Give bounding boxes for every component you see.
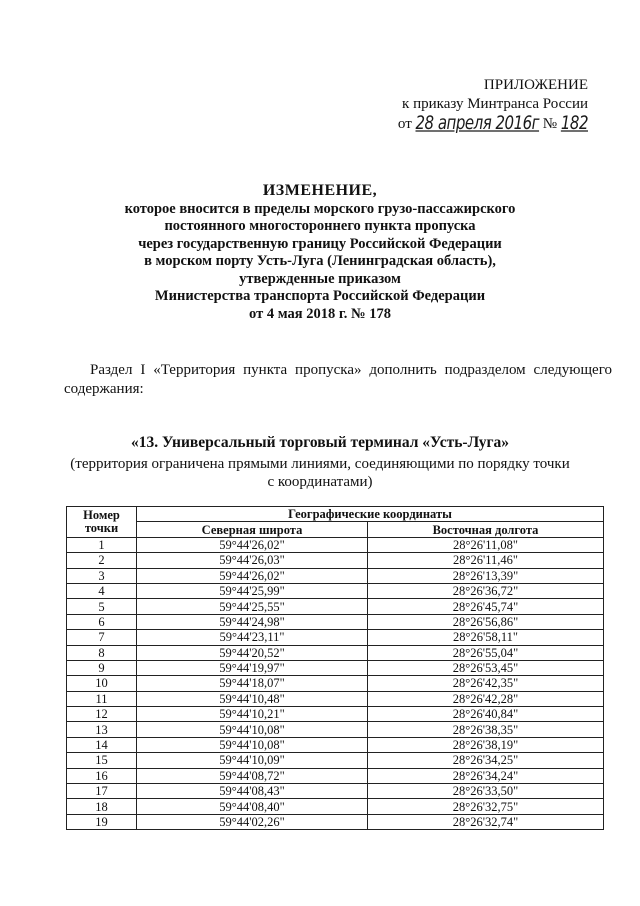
table-row bbox=[67, 784, 604, 799]
coordinates-table bbox=[66, 506, 604, 830]
latitude-cell: 59°44'10,09" bbox=[137, 753, 368, 768]
table-row bbox=[67, 707, 604, 722]
table-row bbox=[67, 814, 604, 829]
point-number-cell: 12 bbox=[67, 707, 137, 722]
point-number-cell: 10 bbox=[67, 676, 137, 691]
latitude-cell: 59°44'24,98" bbox=[137, 614, 368, 629]
table-row bbox=[67, 599, 604, 614]
number-prefix: № bbox=[542, 116, 558, 132]
longitude-cell: 28°26'11,46" bbox=[368, 553, 604, 568]
longitude-cell: 28°26'58,11" bbox=[368, 630, 604, 645]
header-longitude: Восточная долгота bbox=[368, 522, 604, 537]
point-number-cell: 19 bbox=[67, 814, 137, 829]
appendix-header bbox=[398, 76, 588, 134]
header-geo-coordinates: Географические координаты bbox=[137, 507, 604, 522]
table-row bbox=[67, 799, 604, 814]
point-number-cell: 14 bbox=[67, 737, 137, 752]
longitude-cell: 28°26'53,45" bbox=[368, 660, 604, 675]
table-row bbox=[67, 737, 604, 752]
table-row bbox=[67, 630, 604, 645]
longitude-cell: 28°26'56,86" bbox=[368, 614, 604, 629]
table-row bbox=[67, 583, 604, 598]
longitude-cell: 28°26'42,35" bbox=[368, 676, 604, 691]
table-row bbox=[67, 753, 604, 768]
latitude-cell: 59°44'26,03" bbox=[137, 553, 368, 568]
table-row bbox=[67, 614, 604, 629]
point-number-cell: 5 bbox=[67, 599, 137, 614]
subsection-description-1: (территория ограничена прямыми линиями, соединяющими по порядку точки bbox=[70, 456, 570, 472]
point-number-cell: 17 bbox=[67, 784, 137, 799]
latitude-cell: 59°44'25,99" bbox=[137, 583, 368, 598]
title-line: которое вносится в пределы морского грузо-пассажирского bbox=[124, 200, 516, 217]
table-row bbox=[67, 768, 604, 783]
latitude-cell: 59°44'10,48" bbox=[137, 691, 368, 706]
longitude-cell: 28°26'32,74" bbox=[368, 814, 604, 829]
latitude-cell: 59°44'20,52" bbox=[137, 645, 368, 660]
point-number-cell: 9 bbox=[67, 660, 137, 675]
subsection-heading bbox=[0, 434, 640, 491]
latitude-cell: 59°44'19,97" bbox=[137, 660, 368, 675]
header-latitude: Северная широта bbox=[137, 522, 368, 537]
appendix-label: ПРИЛОЖЕНИЕ bbox=[483, 77, 588, 93]
point-number-cell: 8 bbox=[67, 645, 137, 660]
table-row bbox=[67, 553, 604, 568]
point-number-cell: 6 bbox=[67, 614, 137, 629]
point-number-cell: 7 bbox=[67, 630, 137, 645]
point-number-cell: 11 bbox=[67, 691, 137, 706]
point-number-cell: 2 bbox=[67, 553, 137, 568]
order-date-line bbox=[397, 111, 588, 135]
point-number-cell: 4 bbox=[67, 583, 137, 598]
latitude-cell: 59°44'10,08" bbox=[137, 737, 368, 752]
table-row bbox=[67, 691, 604, 706]
table-body bbox=[67, 537, 604, 829]
document-title bbox=[0, 182, 640, 323]
subsection-title: «13. Универсальный торговый терминал «Усть-Луга» bbox=[130, 434, 510, 451]
latitude-cell: 59°44'08,40" bbox=[137, 799, 368, 814]
table-row bbox=[67, 722, 604, 737]
subsection-description-2: с координатами) bbox=[267, 474, 373, 490]
table-row bbox=[67, 568, 604, 583]
latitude-cell: 59°44'10,08" bbox=[137, 722, 368, 737]
point-number-cell: 1 bbox=[67, 537, 137, 552]
table-row bbox=[67, 537, 604, 552]
longitude-cell: 28°26'40,84" bbox=[368, 707, 604, 722]
point-number-cell: 18 bbox=[67, 799, 137, 814]
longitude-cell: 28°26'38,19" bbox=[368, 737, 604, 752]
point-number-cell: 16 bbox=[67, 768, 137, 783]
point-number-cell: 3 bbox=[67, 568, 137, 583]
point-number-cell: 13 bbox=[67, 722, 137, 737]
order-reference: к приказу Минтранса России bbox=[402, 96, 588, 112]
title-main: ИЗМЕНЕНИЕ, bbox=[262, 182, 378, 199]
longitude-cell: 28°26'38,35" bbox=[368, 722, 604, 737]
table-row bbox=[67, 645, 604, 660]
title-line: через государственную границу Российской Федерации bbox=[138, 235, 502, 252]
header-point-number: Номер точки bbox=[67, 507, 137, 538]
latitude-cell: 59°44'23,11" bbox=[137, 630, 368, 645]
latitude-cell: 59°44'18,07" bbox=[137, 676, 368, 691]
latitude-cell: 59°44'08,43" bbox=[137, 784, 368, 799]
point-number-cell: 15 bbox=[67, 753, 137, 768]
body-paragraph: Раздел I «Территория пункта пропуска» дополнить подразделом следующего содержания: bbox=[64, 362, 612, 397]
handwritten-date: 28 апреля 2016г bbox=[415, 111, 540, 135]
table-row bbox=[67, 676, 604, 691]
longitude-cell: 28°26'36,72" bbox=[368, 583, 604, 598]
title-line: Министерства транспорта Российской Федерации bbox=[154, 288, 486, 304]
title-line: в морском порту Усть-Луга (Ленинградская область), bbox=[144, 253, 496, 269]
latitude-cell: 59°44'26,02" bbox=[137, 568, 368, 583]
longitude-cell: 28°26'34,25" bbox=[368, 753, 604, 768]
latitude-cell: 59°44'02,26" bbox=[137, 814, 368, 829]
latitude-cell: 59°44'10,21" bbox=[137, 707, 368, 722]
longitude-cell: 28°26'13,39" bbox=[368, 568, 604, 583]
longitude-cell: 28°26'32,75" bbox=[368, 799, 604, 814]
title-line: утвержденные приказом bbox=[239, 270, 401, 287]
title-line: постоянного многостороннего пункта пропуска bbox=[164, 218, 476, 234]
latitude-cell: 59°44'26,02" bbox=[137, 537, 368, 552]
longitude-cell: 28°26'34,24" bbox=[368, 768, 604, 783]
latitude-cell: 59°44'08,72" bbox=[137, 768, 368, 783]
longitude-cell: 28°26'42,28" bbox=[368, 691, 604, 706]
handwritten-number: 182 bbox=[560, 111, 588, 135]
title-line: от 4 мая 2018 г. № 178 bbox=[249, 305, 391, 322]
longitude-cell: 28°26'11,08" bbox=[368, 537, 604, 552]
latitude-cell: 59°44'25,55" bbox=[137, 599, 368, 614]
longitude-cell: 28°26'45,74" bbox=[368, 599, 604, 614]
date-prefix: от bbox=[397, 116, 412, 132]
longitude-cell: 28°26'55,04" bbox=[368, 645, 604, 660]
table-row bbox=[67, 660, 604, 675]
longitude-cell: 28°26'33,50" bbox=[368, 784, 604, 799]
